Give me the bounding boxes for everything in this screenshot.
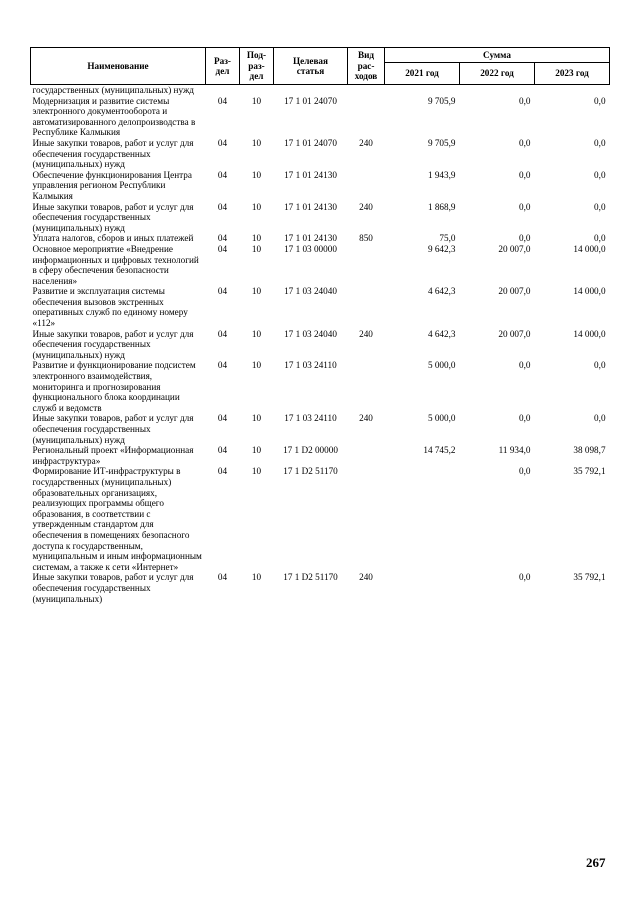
- row-sum-2022: 20 007,0: [498, 243, 531, 254]
- row-celevaya: 17 1 01 24070: [284, 95, 337, 106]
- row-name: Иные закупки товаров, работ и услуг для обеспечения государственных (муниципальных) нужд: [32, 328, 194, 360]
- row-sum-2022: 0,0: [519, 233, 531, 244]
- row-vid: 240: [359, 137, 373, 148]
- row-vid: [348, 96, 385, 138]
- row-podrazdel: 10: [251, 286, 262, 297]
- table-row: [31, 445, 610, 466]
- row-podrazdel: 10: [251, 572, 262, 583]
- row-sum-2022: 0,0: [519, 169, 531, 180]
- row-sum-2022: 20 007,0: [498, 328, 531, 339]
- row-name: Иные закупки товаров, работ и услуг для обеспечения государственных (муниципальных) нужд: [32, 413, 194, 445]
- row-sum-2021: 14 745,2: [423, 445, 456, 456]
- row-podrazdel: 10: [251, 137, 262, 148]
- table-row: [31, 413, 610, 445]
- row-sum-2021: [385, 572, 460, 604]
- table-row: [31, 286, 610, 328]
- row-podrazdel: 10: [251, 413, 262, 424]
- row-vid: [348, 466, 385, 572]
- row-sum-2023: 0,0: [594, 137, 606, 148]
- row-name: Развитие и эксплуатация системы обеспечения вызовов экстренных оперативных служб по единому номеру «112»: [32, 286, 188, 329]
- row-sum-2021: 75,0: [439, 233, 456, 244]
- row-sum-2022: 0,0: [519, 466, 531, 477]
- row-celevaya: 17 1 01 24130: [284, 233, 337, 244]
- row-vid: 240: [359, 572, 373, 583]
- row-razdel: 04: [217, 286, 228, 297]
- header-2022: 2022 год: [460, 63, 535, 85]
- row-name: Обеспечение функционирования Центра управления регионом Республики Калмыкия: [32, 169, 192, 201]
- row-sum-2023: 14 000,0: [573, 328, 606, 339]
- header-podrazdel: Под- раз- дел: [240, 48, 274, 85]
- table-row: [31, 360, 610, 413]
- row-razdel: 04: [217, 328, 228, 339]
- row-podrazdel: 10: [251, 328, 262, 339]
- row-sum-2022: 0,0: [519, 201, 531, 212]
- row-sum-2022: 0,0: [519, 137, 531, 148]
- row-name: Уплата налогов, сборов и иных платежей: [32, 233, 194, 244]
- row-sum-2023: [535, 85, 610, 96]
- header-2023: 2023 год: [535, 63, 610, 85]
- table-body: [31, 85, 610, 605]
- row-podrazdel: 10: [251, 201, 262, 212]
- row-sum-2023: 0,0: [594, 95, 606, 106]
- header-vid: Вид рас- ходов: [348, 48, 385, 85]
- row-razdel: 04: [217, 243, 228, 254]
- row-vid: 850: [359, 233, 373, 244]
- table-row: [31, 170, 610, 202]
- row-razdel: 04: [217, 95, 228, 106]
- row-sum-2021: 4 642,3: [427, 328, 456, 339]
- row-celevaya: 17 1 01 24070: [284, 137, 337, 148]
- row-sum-2023: 0,0: [594, 201, 606, 212]
- table-row: [31, 138, 610, 170]
- row-razdel: 04: [217, 360, 228, 371]
- row-vid: 240: [359, 201, 373, 212]
- row-podrazdel: 10: [251, 95, 262, 106]
- row-name: Региональный проект «Информационная инфраструктура»: [32, 445, 194, 466]
- row-vid: 240: [359, 413, 373, 424]
- row-sum-2022: 0,0: [519, 95, 531, 106]
- row-vid: [348, 244, 385, 286]
- row-razdel: 04: [217, 233, 228, 244]
- page-number: 267: [586, 855, 606, 870]
- row-razdel: [206, 85, 240, 96]
- row-sum-2021: 9 705,9: [427, 95, 456, 106]
- row-razdel: 04: [217, 137, 228, 148]
- row-name: Иные закупки товаров, работ и услуг для обеспечения государственных (муниципальных) нужд: [32, 137, 194, 170]
- row-celevaya: [274, 85, 348, 96]
- row-celevaya: 17 1 01 24130: [284, 169, 337, 180]
- row-sum-2022: 11 934,0: [498, 445, 531, 456]
- row-sum-2022: 0,0: [519, 413, 531, 424]
- row-name: Модернизация и развитие системы электронного документооборота и автоматизированного делопроизводства в Республике Калмыкия: [32, 95, 196, 138]
- table-row: [31, 202, 610, 234]
- row-name: Иные закупки товаров, работ и услуг для обеспечения государственных (муниципальных) нужд: [32, 201, 194, 233]
- row-sum-2021: 1 943,9: [427, 169, 456, 180]
- row-razdel: 04: [217, 201, 228, 212]
- row-razdel: 04: [217, 445, 228, 456]
- row-sum-2021: [385, 85, 460, 96]
- row-vid: [348, 360, 385, 413]
- row-podrazdel: 10: [251, 169, 262, 180]
- row-razdel: 04: [217, 169, 228, 180]
- row-sum-2023: 38 098,7: [573, 445, 606, 456]
- row-sum-2021: 9 705,9: [427, 137, 456, 148]
- header-summa: Сумма: [385, 48, 610, 63]
- row-name: Развитие и функционирование подсистем электронного взаимодействия, мониторинга и прогнозирования функционального блока координации служб и ведомств: [32, 360, 196, 413]
- row-sum-2021: 5 000,0: [427, 360, 456, 371]
- row-celevaya: 17 1 01 24130: [284, 201, 337, 212]
- row-celevaya: 17 1 D2 51170: [283, 572, 338, 583]
- row-celevaya: 17 1 03 00000: [284, 243, 337, 254]
- row-sum-2023: 0,0: [594, 360, 606, 371]
- row-vid: [348, 445, 385, 466]
- row-name: Иные закупки товаров, работ и услуг для обеспечения государственных (муниципальных): [32, 572, 194, 604]
- row-sum-2023: 0,0: [594, 233, 606, 244]
- row-razdel: 04: [217, 572, 228, 583]
- row-sum-2022: 0,0: [519, 360, 531, 371]
- table-row: [31, 329, 610, 361]
- row-vid: [348, 286, 385, 328]
- row-celevaya: 17 1 D2 00000: [283, 445, 338, 456]
- table-header: [31, 48, 610, 85]
- row-sum-2021: 1 868,9: [427, 201, 456, 212]
- row-podrazdel: 10: [251, 360, 262, 371]
- row-celevaya: 17 1 03 24040: [284, 286, 337, 297]
- row-sum-2023: 14 000,0: [573, 286, 606, 297]
- row-celevaya: 17 1 03 24110: [284, 360, 337, 371]
- row-celevaya: 17 1 D2 51170: [283, 466, 338, 477]
- row-celevaya: 17 1 03 24040: [284, 328, 337, 339]
- table-row: [31, 244, 610, 286]
- row-vid: 240: [359, 328, 373, 339]
- budget-table: [30, 47, 610, 604]
- row-razdel: 04: [217, 466, 228, 477]
- row-vid: [348, 170, 385, 202]
- row-sum-2023: 0,0: [594, 413, 606, 424]
- row-podrazdel: 10: [251, 466, 262, 477]
- header-celevaya: Целевая статья: [274, 48, 348, 85]
- row-name: Формирование ИТ-инфраструктуры в государственных (муниципальных) образовательных организациях, реализующих программы общего образования, в соответствии с утвержденным стандартом для обеспечения в помещениях безопасного доступа к государственным, муниципальным и иным информационным системам, а также к сети «Интернет»: [32, 466, 202, 572]
- row-razdel: 04: [217, 413, 228, 424]
- row-name: государственных (муниципальных) нужд: [32, 85, 194, 95]
- table-row: [31, 96, 610, 138]
- row-name: Основное мероприятие «Внедрение информационных и цифровых технологий в сферу обеспечения безопасности населения»: [32, 243, 199, 286]
- row-podrazdel: 10: [251, 233, 262, 244]
- row-sum-2023: 35 792,1: [573, 572, 606, 583]
- table-row: [31, 466, 610, 572]
- row-sum-2023: 14 000,0: [573, 243, 606, 254]
- header-name: Наименование: [31, 48, 206, 85]
- row-podrazdel: 10: [251, 243, 262, 254]
- row-sum-2022: [460, 85, 535, 96]
- table-row: [31, 85, 610, 96]
- table-row: [31, 572, 610, 604]
- row-sum-2021: 4 642,3: [427, 286, 456, 297]
- table-row: [31, 233, 610, 244]
- row-sum-2022: 0,0: [519, 572, 531, 583]
- budget-page: [30, 47, 609, 604]
- header-2021: 2021 год: [385, 63, 460, 85]
- row-sum-2023: 0,0: [594, 169, 606, 180]
- row-celevaya: 17 1 03 24110: [284, 413, 337, 424]
- row-sum-2023: 35 792,1: [573, 466, 606, 477]
- header-razdel: Раз- дел: [206, 48, 240, 85]
- row-sum-2021: [385, 466, 460, 572]
- row-podrazdel: [240, 85, 274, 96]
- row-sum-2022: 20 007,0: [498, 286, 531, 297]
- row-podrazdel: 10: [251, 445, 262, 456]
- row-vid: [348, 85, 385, 96]
- row-sum-2021: 9 642,3: [427, 243, 456, 254]
- row-sum-2021: 5 000,0: [427, 413, 456, 424]
